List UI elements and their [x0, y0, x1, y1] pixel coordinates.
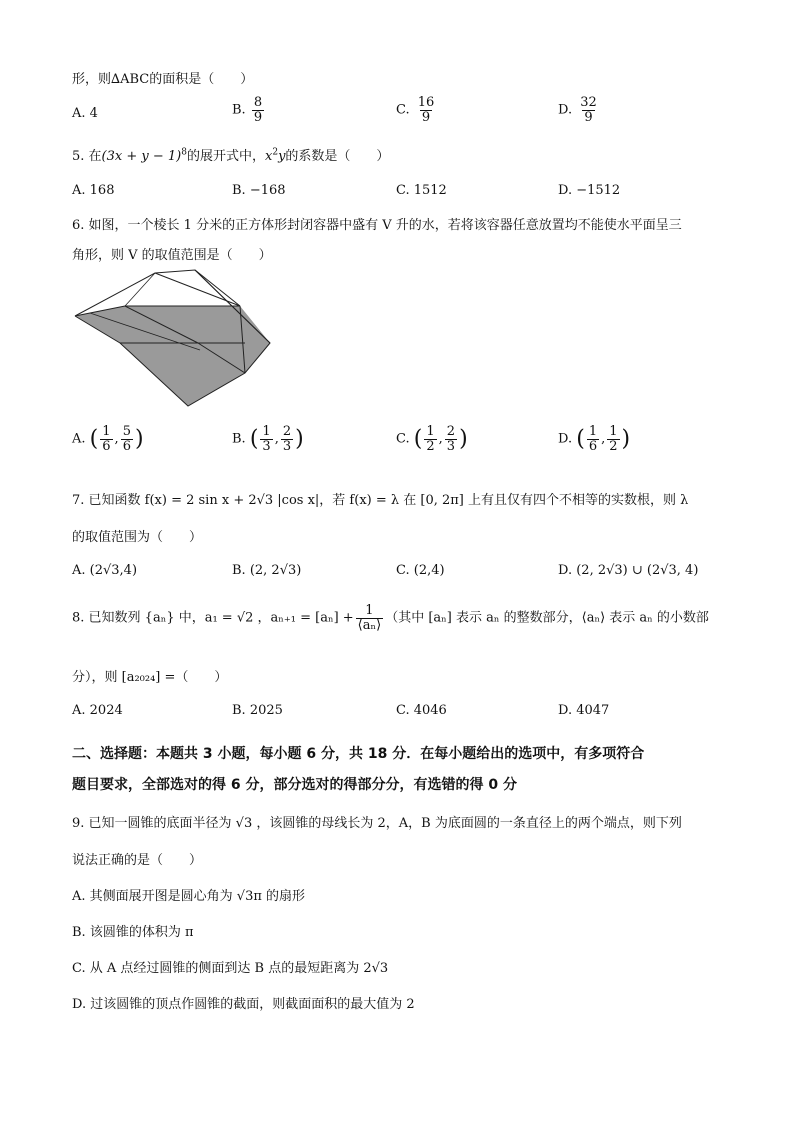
q4-option-c-label: C.	[396, 102, 410, 118]
q7-option-b: B. (2, 2√3)	[232, 563, 302, 578]
section2-heading-line2: 题目要求，全部选对的得 6 分，部分选对的得部分分，有选错的得 0 分	[72, 777, 517, 793]
q8-stem: 8. 已知数列 {aₙ} 中，a₁ = √2 ，aₙ₊₁ = [aₙ] + $\frac{1}{\text{⟨aₙ⟩}}$ （其中 [aₙ] 表示 aₙ 的整数部分，⟨aₙ⟩ 表示 aₙ 的小数部	[72, 603, 709, 633]
q4-option-b-label: B.	[232, 102, 246, 118]
q8-option-a: A. 2024	[72, 703, 123, 718]
q9-option-a: A. 其侧面展开图是圆心角为 √3π 的扇形	[72, 889, 306, 904]
q7-option-d: D. (2, 2√3) ∪ (2√3, 4)	[558, 563, 699, 578]
q6-option-b: B. ( $\frac{1}{3}$ , $\frac{2}{3}$ )	[232, 424, 304, 454]
q4-option-b-fraction: $\frac{8}{9}$	[253, 95, 263, 125]
q9-option-d: D. 过该圆锥的顶点作圆锥的截面，则截面面积的最大值为 2	[72, 997, 415, 1012]
q5-option-a: A. 168	[72, 183, 115, 198]
q6-option-c-label: C.	[396, 431, 410, 447]
q4-option-c-fraction: $\frac{16}{9}$	[417, 95, 435, 125]
q7-option-a: A. (2√3,4)	[72, 563, 138, 578]
q8-option-d: D. 4047	[558, 703, 610, 718]
q6-option-a-label: A.	[72, 431, 86, 447]
q8-option-b: B. 2025	[232, 703, 283, 718]
cube-water-figure	[70, 268, 276, 414]
q9-stem-line2: 说法正确的是（ ）	[72, 853, 203, 868]
q9-option-c: C. 从 A 点经过圆锥的侧面到达 B 点的最短距离为 2√3	[72, 961, 389, 976]
q9-stem-line1: 9. 已知一圆锥的底面半径为 √3 ，该圆锥的母线长为 2，A，B 为底面圆的一条直径上的两个端点，则下列	[72, 816, 682, 831]
q9-option-b: B. 该圆锥的体积为 π	[72, 925, 194, 940]
q7-option-c: C. (2,4)	[396, 563, 445, 578]
q8-option-c: C. 4046	[396, 703, 447, 718]
q4-option-d-label: D.	[558, 102, 573, 118]
q6-option-d: D. ( $\frac{1}{6}$ , $\frac{1}{2}$ )	[558, 424, 631, 454]
q7-stem-line2: 的取值范围为（ ）	[72, 530, 203, 545]
q5-option-d: D. −1512	[558, 183, 621, 198]
q4-option-a: A. 4	[72, 106, 98, 121]
q6-option-a: A. ( $\frac{1}{6}$ , $\frac{5}{6}$ )	[72, 424, 144, 454]
q7-stem: 7. 已知函数 f(x) = 2 sin x + 2√3 |cos x|，若 f(x) = λ 在 [0, 2π] 上有且仅有四个不相等的实数根，则 λ	[72, 493, 689, 508]
q4-stem-tail: 形，则∆ABC的面积是（ ）	[72, 72, 254, 87]
q4-option-d-fraction: $\frac{32}{9}$	[580, 95, 597, 125]
q5-option-b: B. −168	[232, 183, 286, 198]
q5-stem: 5. 在$(3x + y - 1)^8$的展开式中，$x^2y$的系数是（ ）	[72, 147, 390, 164]
q6-stem-line2: 角形，则 V 的取值范围是（ ）	[72, 248, 272, 263]
q6-option-c: C. ( $\frac{1}{2}$ , $\frac{2}{3}$ )	[396, 424, 468, 454]
q6-stem-line1: 6. 如图，一个棱长 1 分米的正方体形封闭容器中盛有 V 升的水，若将该容器任意放置均不能使水平面呈三	[72, 218, 682, 233]
q5-option-c: C. 1512	[396, 183, 447, 198]
q6-option-b-label: B.	[232, 431, 246, 447]
q4-option-d	[558, 96, 601, 124]
section2-heading-line1: 二、选择题：本题共 3 小题，每小题 6 分，共 18 分．在每小题给出的选项中，有多项符合	[72, 746, 645, 762]
q4-option-c	[396, 96, 438, 124]
q4-option-b	[232, 96, 266, 124]
q8-stem-line2: 分），则 [a₂₀₂₄] =（ ）	[72, 670, 228, 685]
q6-option-d-label: D.	[558, 431, 573, 447]
